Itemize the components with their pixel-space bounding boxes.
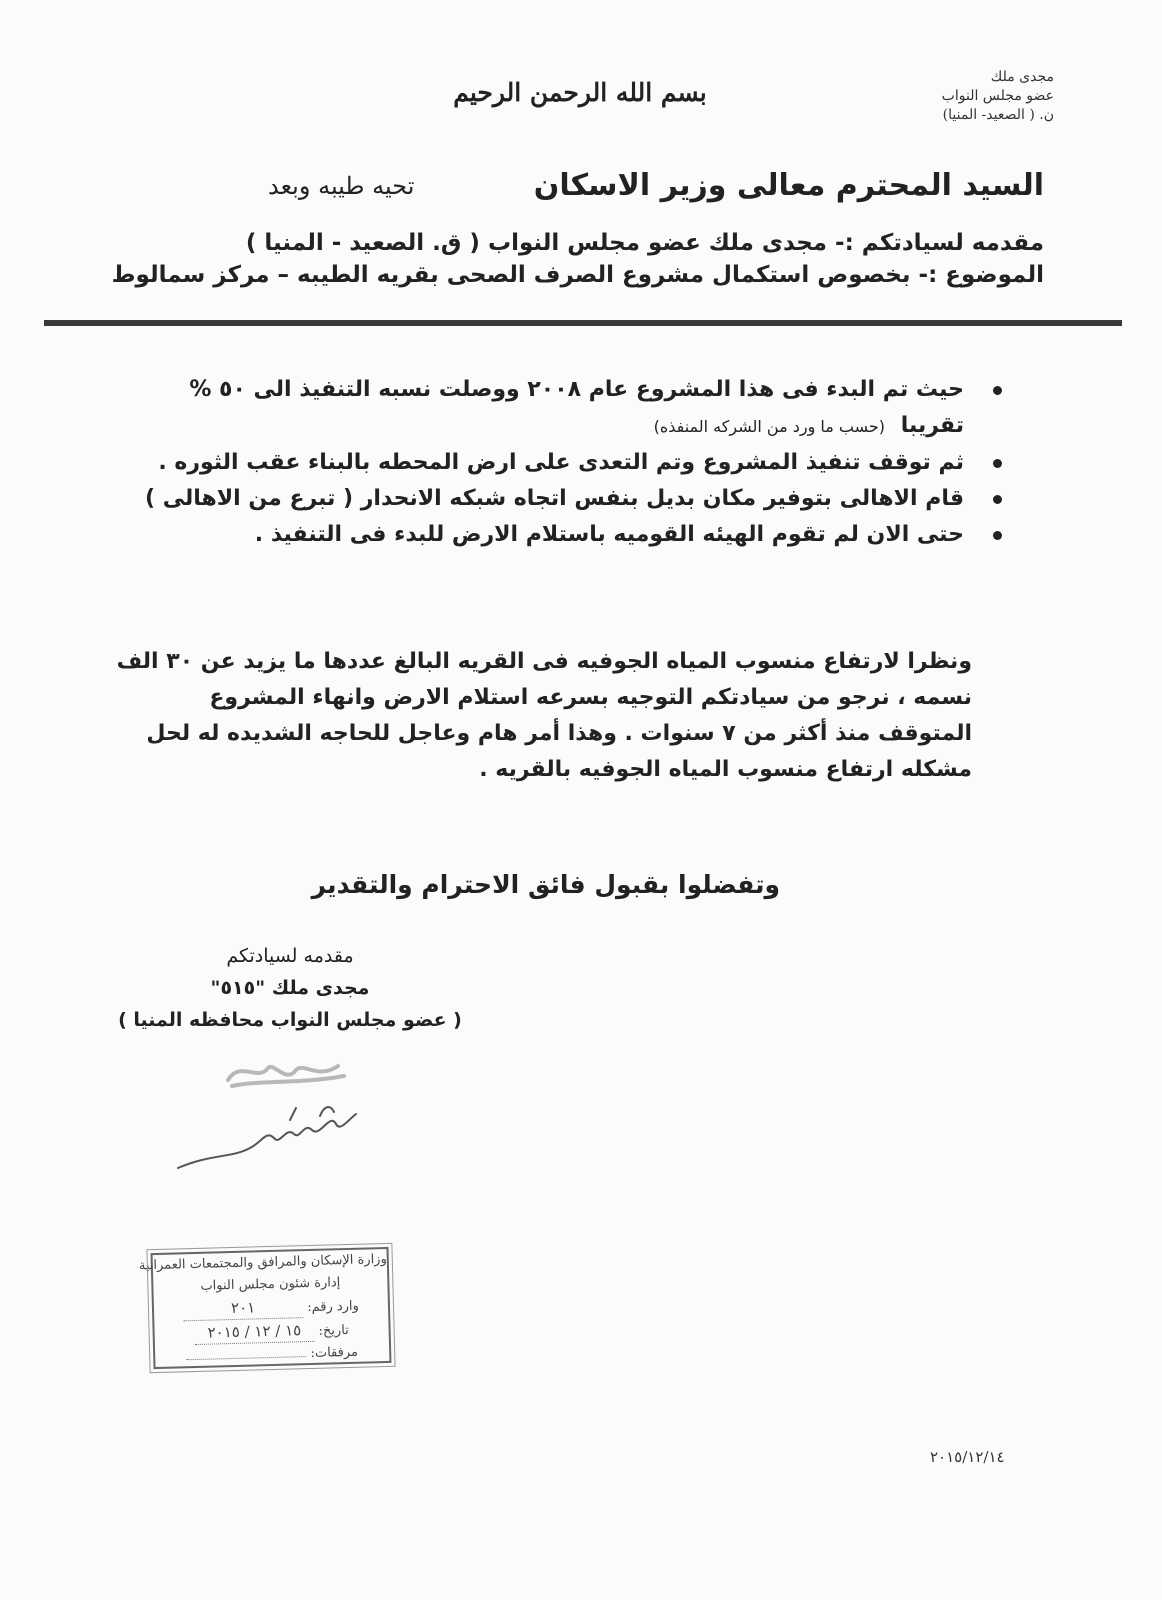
list-item: حيث تم البدء فى هذا المشروع عام ٢٠٠٨ ووصلت نسبه التنفيذ الى ٥٠ % — [172, 372, 972, 408]
paragraph-line: ونظرا لارتفاع منسوب المياه الجوفيه فى القريه البالغ عددها ما يزيد عن ٣٠ الف — [116, 649, 972, 674]
stamp-date-label: تاريخ: — [318, 1322, 349, 1339]
handwritten-signature — [170, 1050, 370, 1180]
closing-line: وتفضلوا بقبول فائق الاحترام والتقدير — [311, 870, 780, 899]
signature-intro: مقدمه لسيادتكم — [226, 945, 354, 967]
body-paragraph — [116, 644, 972, 788]
basmala: بسم الله الرحمن الرحيم — [453, 78, 707, 107]
stamp-department: إدارة شئون مجلس النواب — [200, 1275, 341, 1294]
sender-title: عضو مجلس النواب — [941, 88, 1054, 104]
paragraph-line: نسمه ، نرجو من سيادتكم التوجيه بسرعه استلام الارض وانهاء المشروع — [209, 685, 972, 710]
signature-block — [110, 940, 470, 1036]
paragraph-line: المتوقف منذ أكثر من ٧ سنوات . وهذا أمر هام وعاجل للحاجه الشديده له لحل — [146, 721, 972, 746]
stamp-date-value: ١٥ / ١٢ / ٢٠١٥ — [194, 1319, 315, 1345]
stamp-ministry: وزارة الإسكان والمرافق والمجتمعات العمرانية — [138, 1251, 387, 1274]
bullet-icon — [993, 495, 1002, 504]
source-note: (حسب ما ورد من الشركه المنفذه) — [653, 417, 886, 436]
received-stamp — [138, 1247, 392, 1369]
greeting: تحيه طيبه وبعد — [268, 172, 415, 200]
bullet-icon — [993, 386, 1002, 395]
addressee: السيد المحترم معالى وزير الاسكان — [533, 168, 1044, 203]
signature-role: ( عضو مجلس النواب محافظه المنيا ) — [118, 1009, 462, 1031]
header-divider — [44, 320, 1122, 326]
subject-line: الموضوع :- بخصوص استكمال مشروع الصرف الصحى بقريه الطيبه – مركز سمالوط — [111, 262, 1044, 288]
list-item: ثم توقف تنفيذ المشروع وتم التعدى على ارض المحطه بالبناء عقب الثوره . — [172, 445, 972, 481]
presented-by: مقدمه لسيادتكم :- مجدى ملك عضو مجلس النواب ( ق. الصعيد - المنيا ) — [245, 230, 1044, 256]
bullet-icon — [993, 531, 1002, 540]
list-item: حتى الان لم تقوم الهيئه القوميه باستلام الارض للبدء فى التنفيذ . — [172, 517, 972, 553]
sender-block — [904, 68, 1054, 125]
sender-name: مجدى ملك — [990, 69, 1054, 85]
sender-district: ن. ( الصعيد- المنيا) — [942, 107, 1054, 123]
stamp-attachments-row — [155, 1341, 389, 1369]
paragraph-line: مشكله ارتفاع منسوب المياه الجوفيه بالقريه . — [479, 757, 972, 782]
footer-date: ٢٠١٥/١٢/١٤ — [930, 1448, 1005, 1466]
list-item: قام الاهالى بتوفير مكان بديل بنفس اتجاه شبكه الانحدار ( تبرع من الاهالى ) — [172, 481, 972, 517]
bullet-list — [145, 372, 972, 553]
stamp-attachments-label: مرفقات: — [310, 1344, 359, 1361]
list-item-continuation: تقريبا (حسب ما ورد من الشركه المنفذه) — [653, 413, 964, 438]
stamp-incoming-label: وارد رقم: — [307, 1298, 360, 1316]
signature-name: مجدى ملك "٥١٥" — [210, 977, 370, 999]
stamp-incoming-value: ٢٠١ — [183, 1295, 304, 1321]
bullet-icon — [993, 459, 1002, 468]
